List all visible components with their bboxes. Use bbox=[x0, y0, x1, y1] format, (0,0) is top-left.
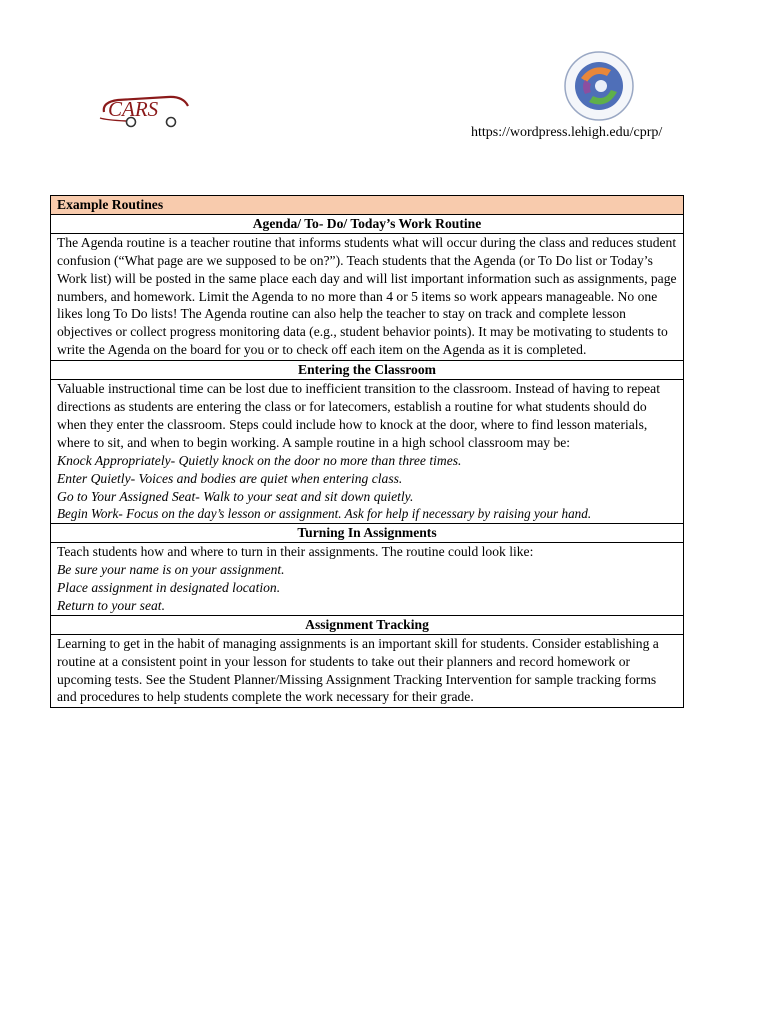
cars-logo-icon bbox=[98, 92, 194, 132]
section-body-entering-classroom bbox=[51, 380, 684, 524]
section-title-agenda: Agenda/ To- Do/ Today’s Work Routine bbox=[51, 214, 684, 233]
section-title-turning-in-assignments: Turning In Assignments bbox=[51, 524, 684, 543]
section-paragraph: Valuable instructional time can be lost due to inefficient transition to the classroom. Instead of having to repeat directions as students are entering the class or for latecomers, establish a routine for what students should do when they enter the classroom. Steps could include how to knock at the door, where to find lesson materials, where to sit, and when to begin working. A sample routine in a high school classroom may be: bbox=[57, 381, 660, 450]
table-heading: Example Routines bbox=[51, 196, 684, 215]
routine-step: Be sure your name is on your assignment. bbox=[57, 562, 285, 578]
routine-step: Knock Appropriately- Quietly knock on the door no more than three times. bbox=[57, 452, 462, 468]
routine-step: Go to Your Assigned Seat- Walk to your seat and sit down quietly. bbox=[57, 488, 414, 504]
routine-step: Enter Quietly- Voices and bodies are quiet when entering class. bbox=[57, 470, 403, 486]
website-url: https://wordpress.lehigh.edu/cprp/ bbox=[471, 125, 663, 140]
section-body-assignment-tracking bbox=[51, 634, 684, 708]
section-paragraph: The Agenda routine is a teacher routine that informs students what will occur during the class and reduces student confusion (“What page are we supposed to be on?”). Teach students that the Agenda (or To Do list or Today’s Work list) will be posted in the same place each day and will list important information such as assignments, page numbers, and homework. Limit the Agenda to no more than 4 or 5 items so work appears manageable. No one likes long To Do lists! The Agenda routine can also help the teacher to stay on track and complete lesson objectives or collect progress monitoring data (e.g., student behavior points). It may be motivating to students to write the Agenda on the board for you or to check off each item on the Agenda as it is completed. bbox=[57, 234, 677, 358]
section-title-entering-classroom: Entering the Classroom bbox=[51, 361, 684, 380]
section-paragraph: Teach students how and where to turn in their assignments. The routine could look like: bbox=[57, 544, 534, 560]
cprp-seal-icon bbox=[563, 48, 635, 124]
section-title-assignment-tracking: Assignment Tracking bbox=[51, 615, 684, 634]
routine-step: Return to your seat. bbox=[57, 597, 165, 613]
section-body-turning-in-assignments bbox=[51, 543, 684, 616]
section-paragraph: Learning to get in the habit of managing assignments is an important skill for students. Consider establishing a routine at a consistent point in your lesson for students to take out their planners and record homework or upcoming tests. See the Student Planner/Missing Assignment Tracking Intervention for sample tracking forms and procedures to help students complete the work necessary for their grade. bbox=[57, 635, 659, 705]
section-body-agenda bbox=[51, 233, 684, 360]
routine-step: Begin Work- Focus on the day’s lesson or assignment. Ask for help if necessary by raising your hand. bbox=[57, 506, 592, 522]
routine-step: Place assignment in designated location. bbox=[57, 580, 281, 596]
example-routines-table bbox=[50, 195, 684, 708]
cars-logo-text: CARS bbox=[108, 97, 159, 121]
